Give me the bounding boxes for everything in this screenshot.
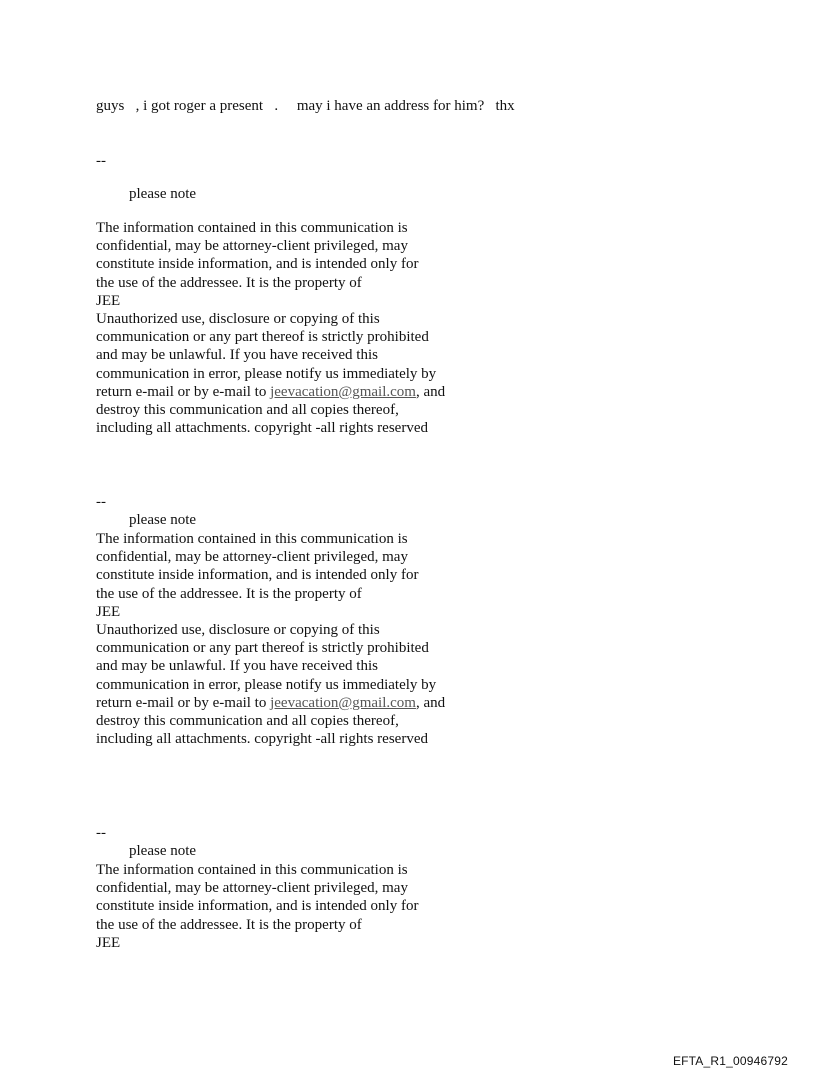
notice-line: and may be unlawful. If you have received this — [96, 347, 378, 364]
notice-line: destroy this communication and all copies thereof, — [96, 402, 399, 419]
notice-line: constitute inside information, and is intended only for — [96, 256, 419, 273]
notice-line: destroy this communication and all copies thereof, — [96, 713, 399, 730]
notice-line: The information contained in this communication is — [96, 862, 408, 878]
notice-line: communication in error, please notify us immediately by — [96, 676, 437, 693]
opening-part-3: . — [274, 98, 279, 114]
notice-line: including all attachments. copyright -all rights reserved — [96, 731, 428, 748]
opening-part-2: , i got roger a present — [135, 98, 264, 114]
message-opening-line — [96, 97, 515, 115]
notice-line: confidential, may be attorney-client privileged, may — [96, 549, 408, 566]
confidentiality-notice — [96, 861, 418, 952]
notice-line: communication or any part thereof is strictly prohibited — [96, 640, 429, 657]
signature-separator: -- — [96, 494, 106, 510]
confidentiality-notice — [96, 219, 445, 437]
notice-line-owner: JEE — [96, 292, 121, 309]
notice-line: the use of the addressee. It is the property of — [96, 916, 362, 933]
notice-line-owner: JEE — [96, 934, 121, 951]
notice-line: communication in error, please notify us immediately by — [96, 365, 437, 382]
notice-line: The information contained in this communication is — [96, 220, 408, 236]
signature-separator: -- — [96, 153, 106, 169]
notice-email-line: return e-mail or by e-mail to jeevacation@gmail.com, and — [96, 694, 446, 711]
notice-email-line: return e-mail or by e-mail to jeevacation@gmail.com, and — [96, 383, 446, 400]
notice-line: constitute inside information, and is intended only for — [96, 898, 419, 915]
notice-line: Unauthorized use, disclosure or copying of this — [96, 622, 380, 639]
notice-line-owner: JEE — [96, 603, 121, 620]
notice-line: the use of the addressee. It is the property of — [96, 585, 362, 602]
notice-line: and may be unlawful. If you have received this — [96, 658, 378, 675]
notice-line: The information contained in this communication is — [96, 531, 408, 547]
email-link[interactable]: jeevacation@gmail.com — [270, 383, 416, 400]
signature-note-heading: please note — [129, 512, 197, 528]
document-id-footer: EFTA_R1_00946792 — [672, 1054, 788, 1068]
opening-part-4: may i have an address for him? — [296, 98, 485, 114]
notice-line: Unauthorized use, disclosure or copying of this — [96, 311, 380, 328]
notice-line: including all attachments. copyright -all rights reserved — [96, 420, 428, 437]
notice-line: constitute inside information, and is intended only for — [96, 567, 419, 584]
opening-part-1: guys — [96, 98, 125, 114]
notice-line: the use of the addressee. It is the property of — [96, 274, 362, 291]
notice-line: confidential, may be attorney-client privileged, may — [96, 238, 408, 255]
opening-part-5: thx — [495, 98, 515, 114]
notice-line: confidential, may be attorney-client privileged, may — [96, 880, 408, 897]
notice-line: communication or any part thereof is strictly prohibited — [96, 329, 429, 346]
signature-note-heading: please note — [129, 186, 197, 202]
signature-note-heading: please note — [129, 843, 197, 859]
email-link[interactable]: jeevacation@gmail.com — [270, 694, 416, 711]
confidentiality-notice — [96, 530, 445, 748]
signature-separator: -- — [96, 825, 106, 841]
